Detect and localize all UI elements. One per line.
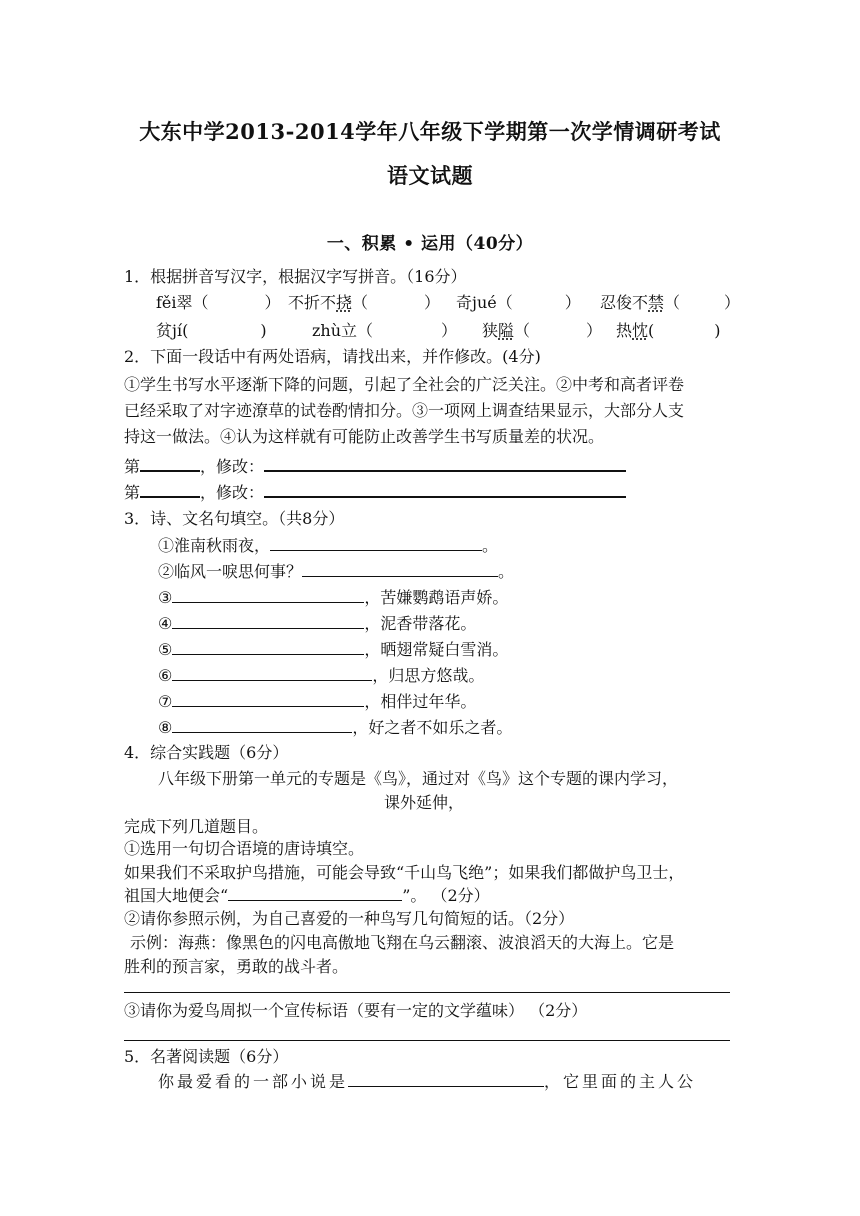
- q1-item-1: fěi翠（ ）: [156, 293, 281, 312]
- question-3-prompt: 3．诗、文名句填空。（共8分）: [124, 509, 345, 528]
- answer-blank[interactable]: [302, 560, 498, 577]
- q3-line-5: ⑤ ，晒翅常疑白雪消。: [158, 640, 509, 659]
- answer-blank[interactable]: [228, 884, 402, 901]
- q4-sub1: ①选用一句切合语境的唐诗填空。: [124, 839, 365, 858]
- answer-blank[interactable]: [140, 454, 200, 472]
- question-1-prompt: 1．根据拼音写汉字，根据汉字写拼音。（16分）: [124, 267, 467, 286]
- answer-blank[interactable]: [172, 638, 364, 655]
- q3-line-4: ④ ，泥香带落花。: [158, 614, 477, 633]
- answer-blank[interactable]: [172, 664, 372, 681]
- question-2-prompt: 2．下面一段话中有两处语病，请找出来，并作修改。(4分): [124, 347, 541, 366]
- answer-blank[interactable]: [172, 690, 364, 707]
- q4-sub1-text-1: 如果我们不采取护鸟措施，可能会导致“千山鸟飞绝”；如果我们都做护鸟卫士，: [124, 863, 685, 882]
- exam-title: 大东中学2013-2014学年八年级下学期第一次学情调研考试: [139, 119, 721, 144]
- q3-line-1: ①淮南秋雨夜， 。: [158, 536, 499, 555]
- exam-subtitle: 语文试题: [387, 163, 473, 188]
- answer-line[interactable]: [124, 1040, 730, 1041]
- q3-line-8: ⑧ ，好之者不如乐之者。: [158, 718, 513, 737]
- q4-sub3: ③请你为爱鸟周拟一个宣传标语（要有一定的文学蕴味） （2分）: [124, 1001, 588, 1020]
- q1-item-7: 狭隘（ ）: [482, 321, 603, 340]
- answer-blank[interactable]: [172, 716, 352, 733]
- q2-answer-2: 第 ，修改：: [124, 480, 626, 504]
- q1-item-4: 忍俊不禁（ ）: [600, 293, 741, 312]
- answer-blank[interactable]: [264, 480, 626, 498]
- answer-line[interactable]: [124, 992, 730, 993]
- answer-blank[interactable]: [270, 534, 482, 551]
- q2-answer-1: 第 ，修改：: [124, 454, 626, 478]
- answer-blank[interactable]: [172, 586, 364, 603]
- q4-example-line-1: 示例：海燕：像黑色的闪电高傲地飞翔在乌云翻滚、波浪滔天的大海上。它是: [130, 933, 675, 952]
- q4-sub1-text-2: 祖国大地便会“ ”。 （2分）: [124, 886, 490, 905]
- q1-item-8: 热忱( ): [616, 321, 721, 340]
- answer-blank[interactable]: [172, 612, 364, 629]
- q1-item-6: zhù立（ ）: [312, 321, 458, 340]
- answer-blank[interactable]: [264, 454, 626, 472]
- q4-sub2: ②请你参照示例，为自己喜爱的一种鸟写几句简短的话。（2分）: [124, 909, 575, 928]
- question-4-prompt: 4．综合实践题（6分）: [124, 743, 289, 762]
- emphasized-char: 挠: [336, 293, 353, 312]
- emphasized-char: 隘: [498, 321, 515, 340]
- section-heading: 一、积累 • 运用（40分）: [326, 234, 534, 254]
- q1-item-2: 不折不挠（ ）: [288, 293, 441, 312]
- q1-item-5: 贫jí( ): [156, 321, 267, 340]
- q4-example-line-2: 胜利的预言家，勇敢的战斗者。: [124, 957, 349, 976]
- q1-item-3: 奇jué（ ）: [456, 293, 581, 312]
- q2-paragraph-line-2: 已经采取了对字迹潦草的试卷酌情扣分。③一项网上调查结果显示，大部分人支: [124, 401, 685, 420]
- q3-line-2: ②临风一唳思何事？ 。: [158, 562, 515, 581]
- q3-line-3: ③ ，苦嫌鹦鹉语声娇。: [158, 588, 509, 607]
- q5-text: 你最爱看的一部小说是 ，它里面的主人公: [158, 1072, 697, 1091]
- emphasized-char: 忱: [632, 321, 649, 340]
- q4-intro-line-2: 课外延伸，: [384, 793, 465, 812]
- q4-intro-line-3: 完成下列几道题目。: [124, 817, 269, 836]
- q2-paragraph-line-1: ①学生书写水平逐渐下降的问题，引起了全社会的广泛关注。②中考和高者评卷: [124, 375, 685, 394]
- q3-line-6: ⑥ ，归思方悠哉。: [158, 666, 485, 685]
- q4-intro-line-1: 八年级下册第一单元的专题是《鸟》，通过对《鸟》这个专题的课内学习，: [158, 769, 679, 788]
- question-5-prompt: 5．名著阅读题（6分）: [124, 1047, 289, 1066]
- emphasized-char: 禁: [648, 293, 665, 312]
- answer-blank[interactable]: [348, 1070, 544, 1087]
- q2-paragraph-line-3: 持这一做法。④认为这样就有可能防止改善学生书写质量差的状况。: [124, 427, 605, 446]
- answer-blank[interactable]: [140, 480, 200, 498]
- q3-line-7: ⑦ ，相伴过年华。: [158, 692, 477, 711]
